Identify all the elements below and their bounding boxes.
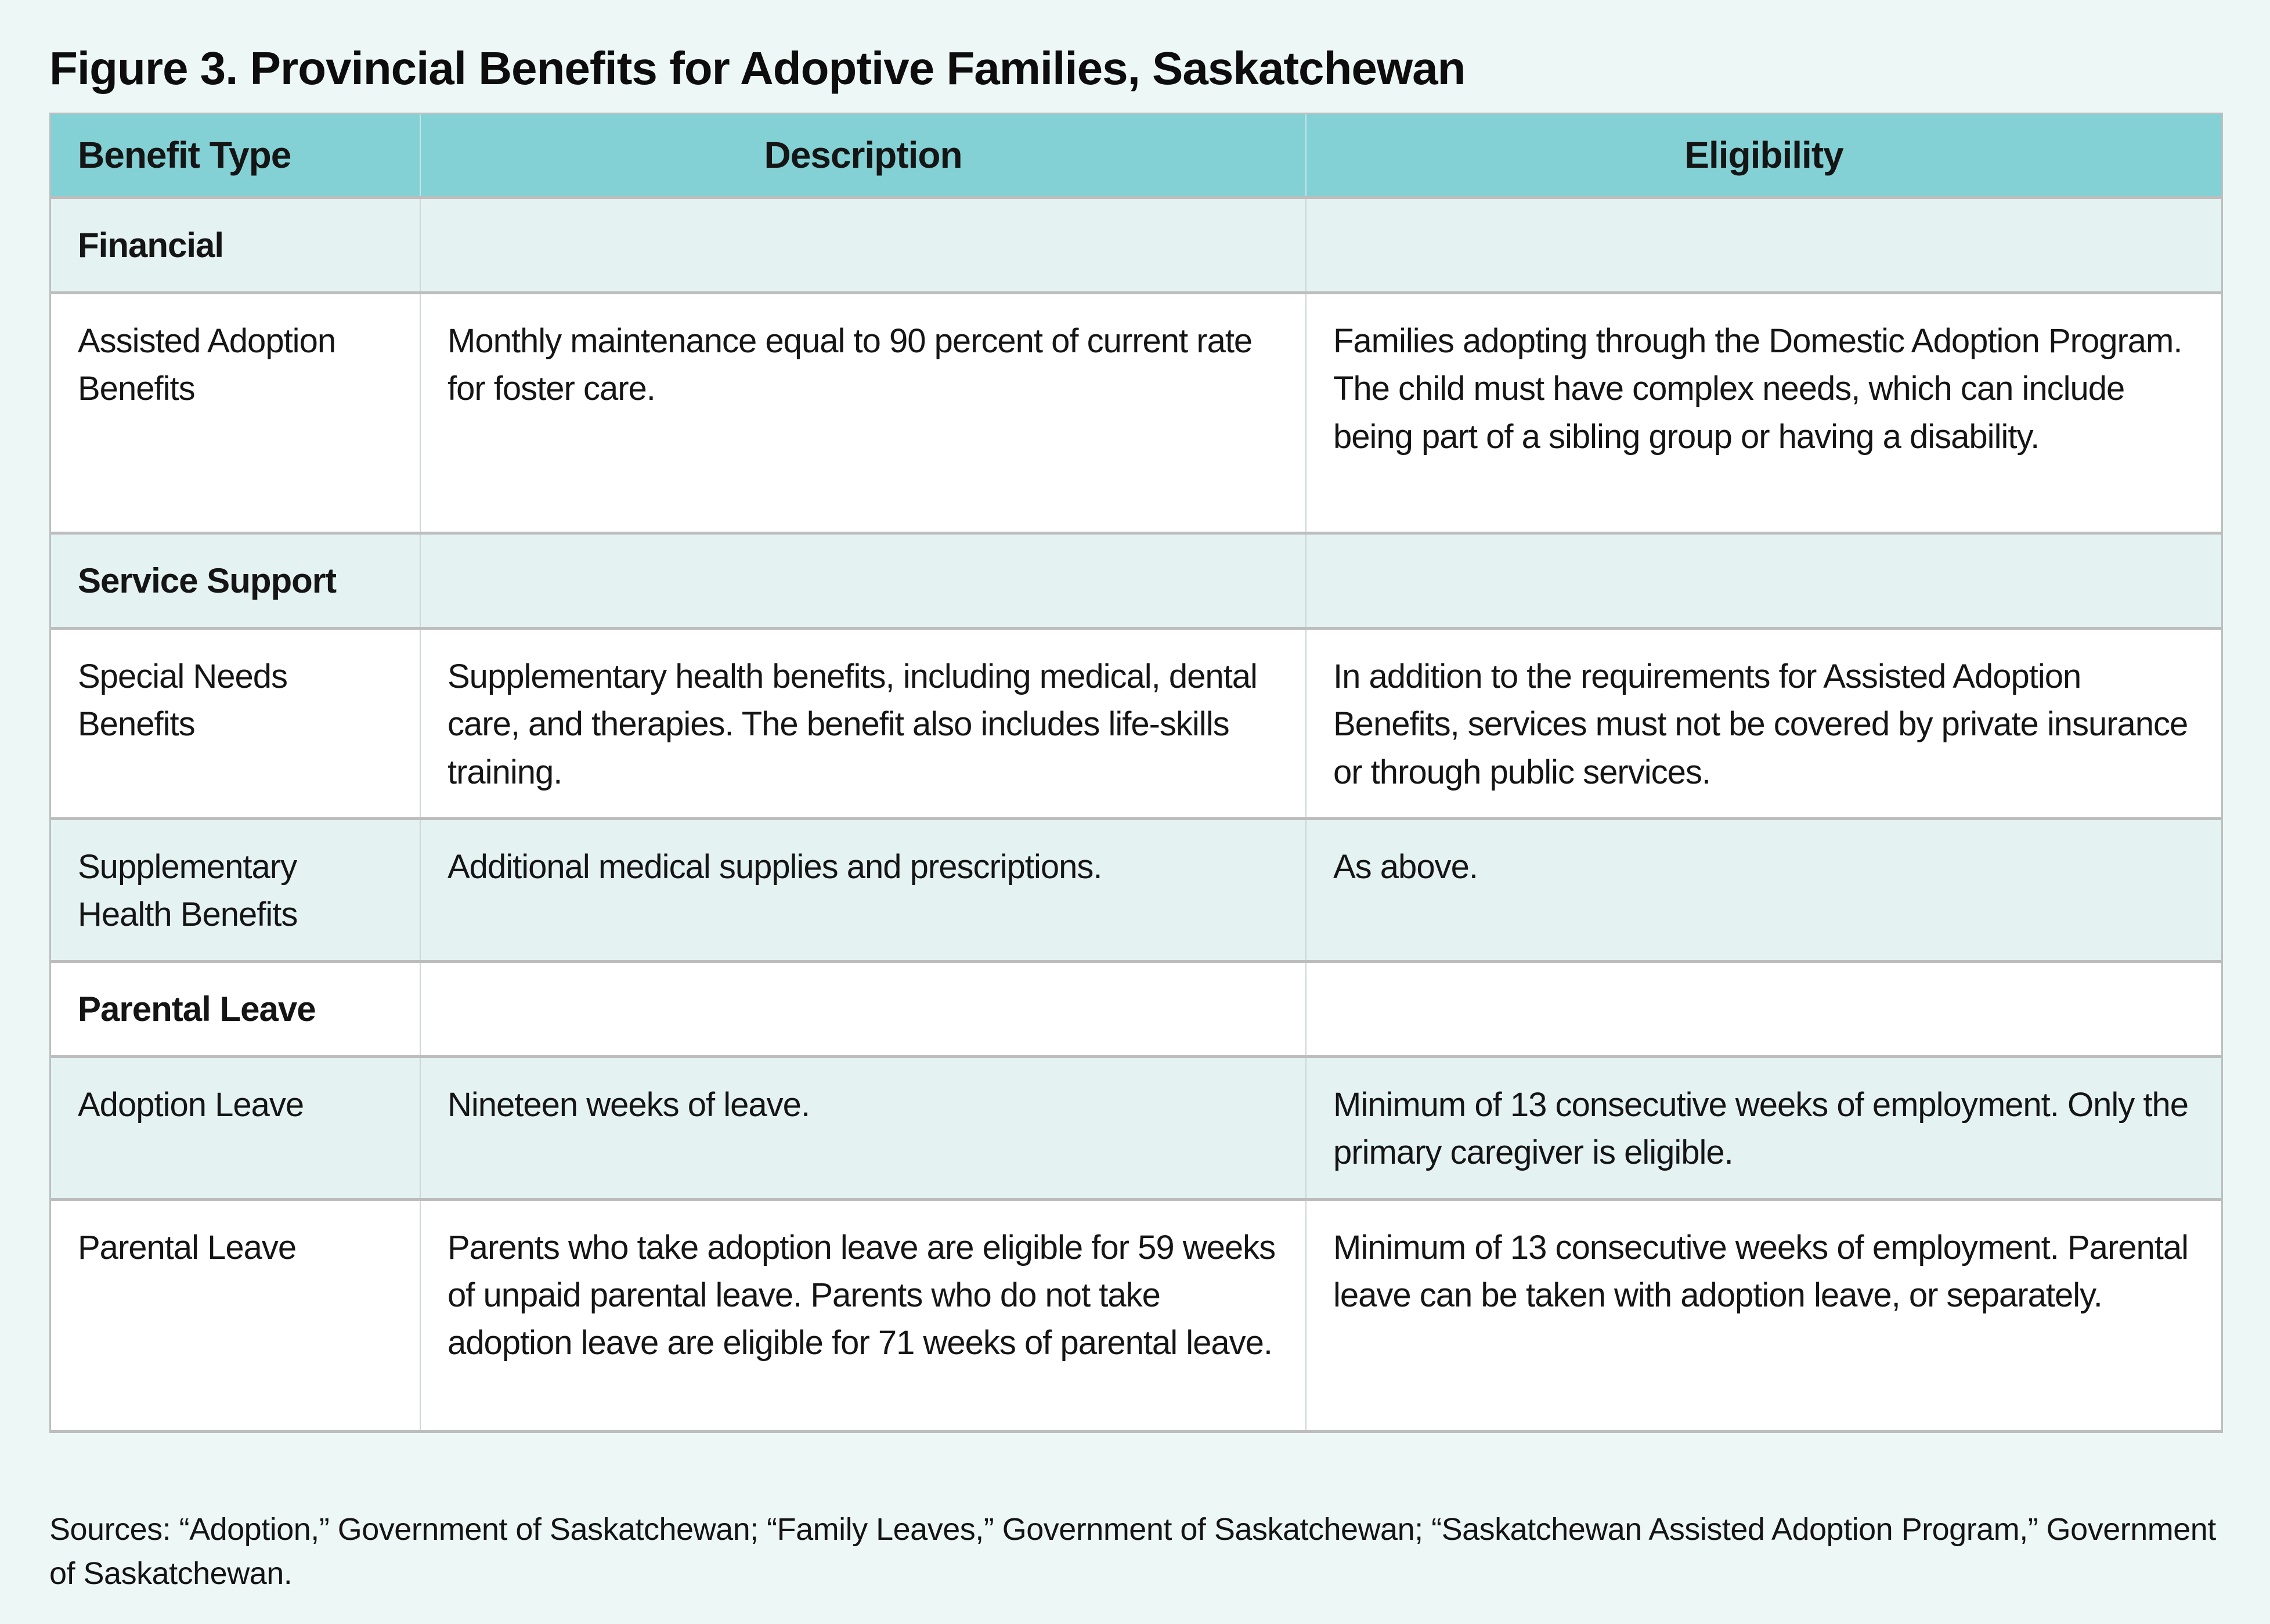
section-label: Service Support [51,535,421,627]
description-cell: Monthly maintenance equal to 90 percent of current rate for foster care. [421,294,1307,532]
section-label: Financial [51,199,421,291]
benefit-type-cell: Adoption Leave [51,1058,421,1198]
benefit-type-cell: Special Needs Benefits [51,630,421,817]
section-row-service-support [51,535,2221,630]
eligibility-cell [1307,535,2221,627]
table-row-adoption-leave [51,1058,2221,1201]
sources-note: Sources: “Adoption,” Government of Saskatchewan; “Family Leaves,” Government of Saskatchewan; “Saskatchewan Assisted Adoption Program,” Government of Saskatchewan. [49,1511,2216,1591]
eligibility-cell [1307,963,2221,1055]
figure-title: Figure 3. Provincial Benefits for Adoptive Families, Saskatchewan [49,42,1466,94]
eligibility-cell: Minimum of 13 consecutive weeks of employment. Parental leave can be taken with adoption leave, or separately. [1333,1228,2189,1314]
section-row-financial [51,199,2221,294]
description-cell [421,535,1307,627]
table-header-row [51,114,2221,199]
table-row-assisted-adoption-benefits [51,294,2221,535]
description-cell: Nineteen weeks of leave. [421,1058,1307,1198]
eligibility-cell [1307,199,2221,291]
table-row-special-needs-benefits [51,630,2221,820]
eligibility-cell: Minimum of 13 consecutive weeks of employment. Only the primary caregiver is eligible. [1333,1085,2188,1172]
description-cell [421,199,1307,291]
eligibility-cell: Families adopting through the Domestic Adoption Program. The child must have complex needs, which can include being part of a sibling group or having a disability. [1333,322,2182,456]
description-cell: Additional medical supplies and prescriptions. [421,820,1307,960]
eligibility-cell: As above. [1333,848,1478,886]
column-header-eligibility: Eligibility [1684,134,1843,176]
table-row-supplementary-health-benefits [51,820,2221,963]
benefit-type-cell: Supplementary Health Benefits [51,820,421,960]
table-row-parental-leave [51,1201,2221,1433]
benefit-type-cell: Parental Leave [51,1201,421,1430]
section-row-parental-leave [51,963,2221,1058]
column-header-description: Description [421,114,1307,196]
section-label: Parental Leave [51,963,421,1055]
column-header-benefit-type: Benefit Type [51,114,421,196]
benefit-type-cell: Assisted Adoption Benefits [51,294,421,532]
description-cell: Supplementary health benefits, including medical, dental care, and therapies. The benefit also includes life-skills training. [421,630,1307,817]
description-cell [421,963,1307,1055]
benefits-table [49,113,2223,1433]
description-cell: Parents who take adoption leave are eligible for 59 weeks of unpaid parental leave. Parents who do not take adoption leave are eligible for 71 weeks of parental leave. [421,1201,1307,1430]
eligibility-cell: In addition to the requirements for Assisted Adoption Benefits, services must not be covered by private insurance or through public services. [1333,658,2188,791]
